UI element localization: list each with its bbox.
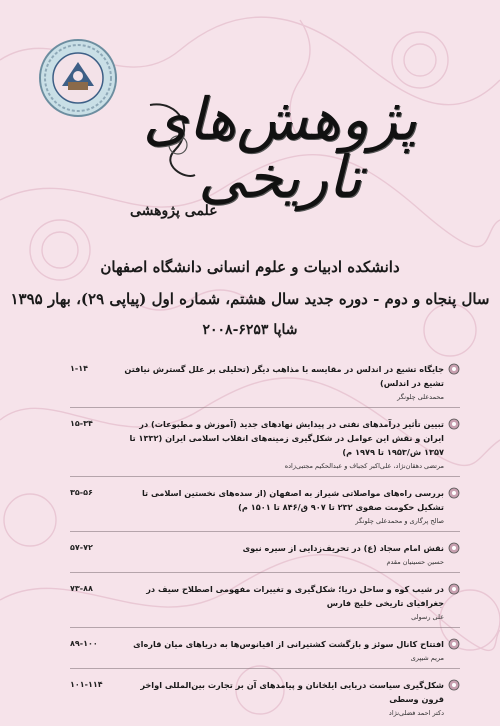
divider — [70, 531, 460, 532]
article-title: تبیین تأثیر درآمدهای نفتی در پیدایش نهادهای جدید (آموزش و مطبوعات) در ایران و نقش این عوامل در شکل‌گیری زمینه‌های انقلاب اسلامی ایران (۱۳۳۲ تا ۱۳۵۷ ش/۱۹۵۳ تا ۱۹۷۹ م) — [129, 419, 444, 457]
article-pages: ۳۵-۵۶ — [70, 488, 93, 497]
article-pages: ۸۹-۱۰۰ — [70, 639, 98, 648]
article-pages: ۱۰۱-۱۱۴ — [70, 680, 103, 689]
issn-line: شاپا ۶۲۵۳-۲۰۰۸ — [202, 322, 298, 338]
divider — [70, 476, 460, 477]
article-pages: ۱-۱۴ — [70, 364, 88, 373]
article-title: جایگاه تشیع در اندلس در مقایسه با مذاهب دیگر (تحلیلی بر علل گسترش نیافتن تشیع در اندلس) — [124, 364, 444, 388]
article-title: بررسی راه‌های مواصلاتی شیراز به اصفهان (از سده‌های نخستین اسلامی تا تشکیل حکومت صفوی ۲۳۲ تا ۹۰۷ ق/۸۴۶ تا ۱۵۰۱ م) — [141, 488, 444, 512]
publisher-line: دانشکده ادبیات و علوم انسانی دانشگاه اصفهان — [100, 258, 400, 276]
ornament-bullet-icon — [448, 638, 460, 650]
article-title: افتتاح کانال سوئز و بازگشت کشتیرانی از اقیانوس‌ها به دریاهای میان قاره‌ای — [133, 639, 444, 649]
article-authors: مرتضی دهقان‌نژاد، علی‌اکبر کجباف و عبدالحکیم مجتبی‌زاده — [284, 462, 444, 470]
article-authors: مریم شیپری — [410, 654, 444, 662]
university-emblem — [38, 38, 118, 118]
toc-article[interactable] — [70, 486, 460, 532]
toc-article[interactable] — [70, 678, 460, 717]
article-authors: حسین حسینیان مقدم — [386, 558, 444, 566]
article-title: در شیب کوه و ساحل دریا؛ شکل‌گیری و تغییرات مفهومی اصطلاح سیف در جغرافیای تاریخی خلیج فارس — [146, 584, 444, 608]
journal-subtitle: علمی پژوهشی — [130, 203, 218, 219]
toc-article[interactable] — [70, 417, 460, 477]
article-title: نقش امام سجاد (ع) در تحریف‌زدایی از سیره نبوی — [242, 543, 444, 553]
article-authors: صالح پرگاری و محمدعلی چلونگر — [355, 517, 444, 525]
ornament-bullet-icon — [448, 363, 460, 375]
ornament-bullet-icon — [448, 583, 460, 595]
article-pages: ۵۷-۷۲ — [70, 543, 93, 552]
table-of-contents — [70, 362, 460, 726]
toc-article[interactable] — [70, 582, 460, 628]
article-pages: ۷۳-۸۸ — [70, 584, 93, 593]
article-authors: علی رسولی — [411, 613, 444, 621]
journal-title: پژوهش‌های تاریخی — [142, 85, 418, 211]
article-authors: محمدعلی چلونگر — [397, 393, 444, 401]
divider — [70, 572, 460, 573]
issue-line: سال پنجاه و دوم - دوره جدید سال هشتم، شماره اول (پیاپی ۲۹)، بهار ۱۳۹۵ — [10, 290, 490, 308]
toc-article[interactable] — [70, 362, 460, 408]
ornament-bullet-icon — [448, 418, 460, 430]
article-authors: دکتر احمد فضلی‌نژاد — [388, 709, 444, 717]
divider — [70, 407, 460, 408]
ornament-bullet-icon — [448, 679, 460, 691]
toc-article[interactable] — [70, 637, 460, 669]
divider — [70, 627, 460, 628]
ornament-bullet-icon — [448, 542, 460, 554]
divider — [70, 668, 460, 669]
article-title: شکل‌گیری سیاست دریایی ایلخانان و پیامدهای آن بر تجارت بین‌المللی اواخر قرون وسطی — [140, 680, 444, 704]
article-pages: ۱۵-۳۴ — [70, 419, 93, 428]
toc-article[interactable] — [70, 541, 460, 573]
ornament-bullet-icon — [448, 487, 460, 499]
